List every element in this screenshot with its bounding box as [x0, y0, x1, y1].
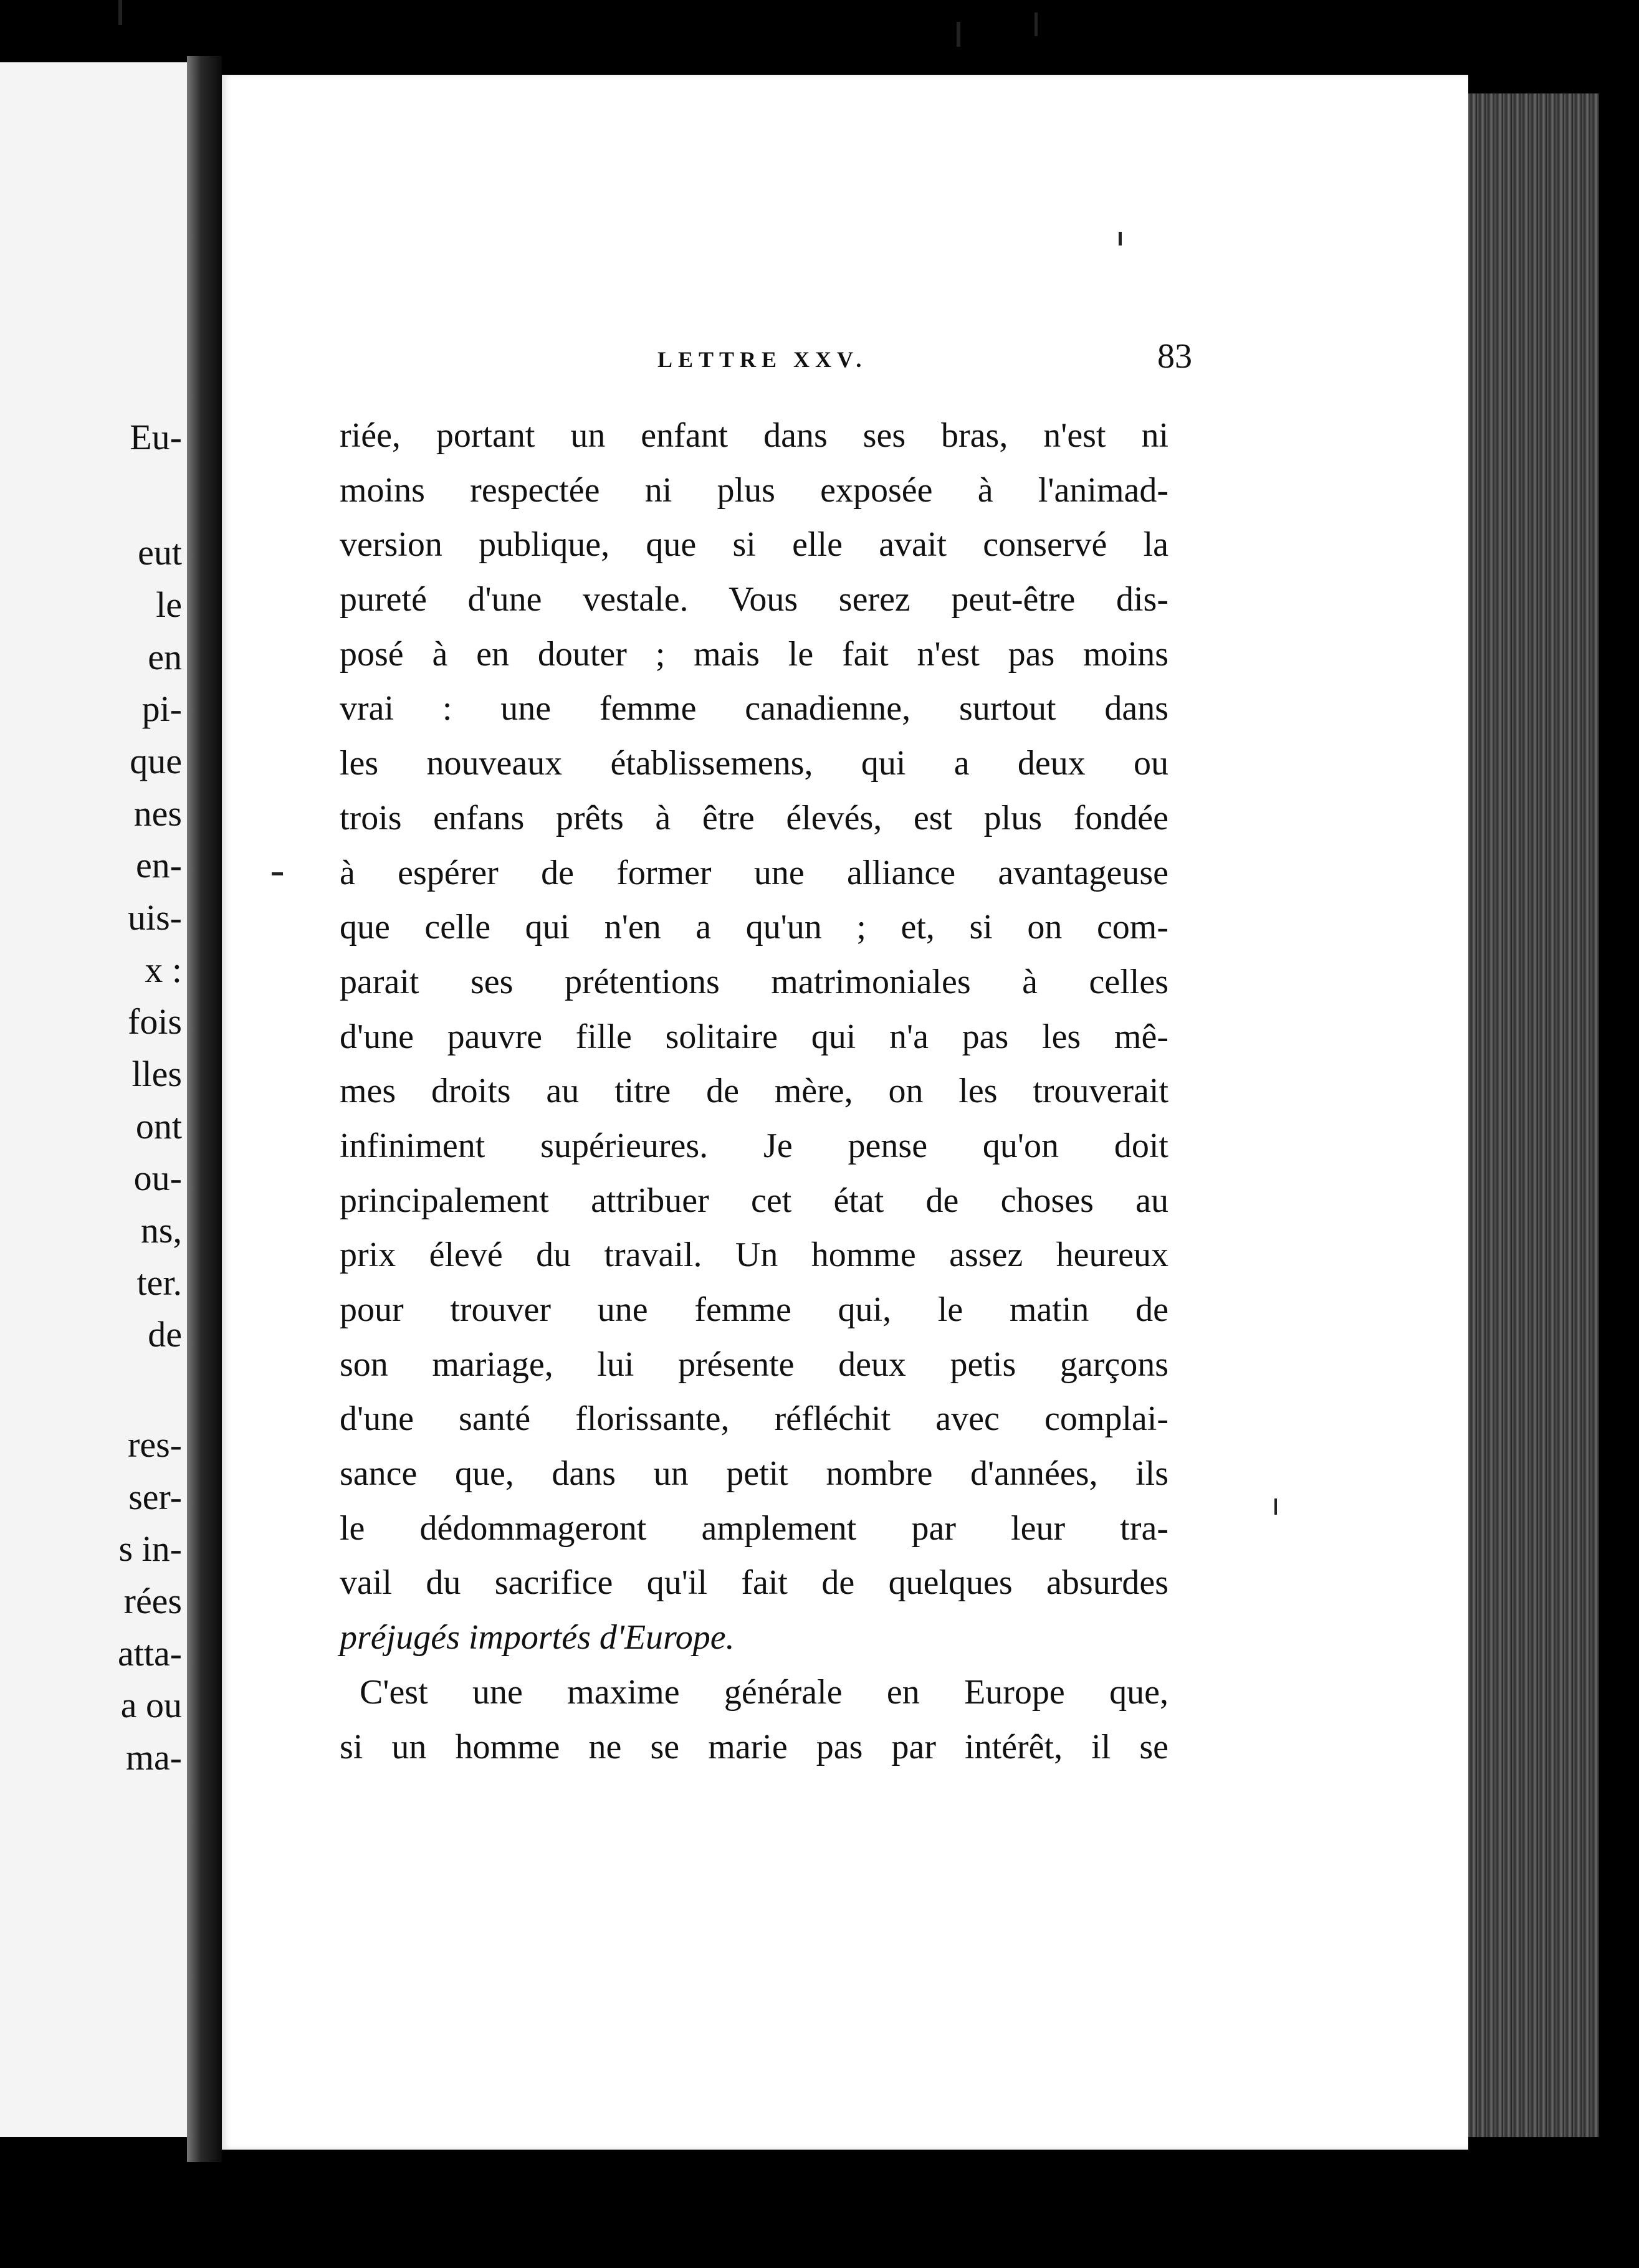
left-page-fragment: ser- [128, 1477, 182, 1517]
text-line: C'est une maxime générale en Europe que, [360, 1672, 1168, 1712]
left-page-fragment: pi- [141, 688, 182, 729]
left-page-fragment: ont [135, 1106, 182, 1146]
left-page-fragment: ma- [125, 1737, 182, 1778]
text-line: mes droits au titre de mère, on les trouverait [340, 1072, 1168, 1111]
left-page-fragment: uis- [128, 897, 182, 938]
text-line: que celle qui n'en a qu'un ; et, si on com- [340, 908, 1168, 947]
text-line: trois enfans prêts à être élevés, est plus fondée [340, 798, 1168, 837]
text-line: vrai : une femme canadienne, surtout dans [340, 689, 1168, 728]
left-page-fragment: s in- [118, 1528, 182, 1569]
book-gutter-shadow [187, 56, 222, 2162]
text-line: si un homme ne se marie pas par intérêt, il se [340, 1727, 1168, 1766]
left-page-fragment: Eu- [130, 417, 182, 457]
left-page-fragment: atta- [117, 1633, 182, 1674]
text-line: d'une pauvre fille solitaire qui n'a pas les mê- [340, 1017, 1168, 1056]
scan-speck [1119, 232, 1122, 245]
text-line: les nouveaux établissemens, qui a deux ou [340, 744, 1168, 783]
text-line: vail du sacrifice qu'il fait de quelques absurdes [340, 1563, 1168, 1603]
left-page-fragment: rées [123, 1581, 182, 1621]
text-line: d'une santé florissante, réfléchit avec complai- [340, 1399, 1168, 1439]
text-line: posé à en douter ; mais le fait n'est pas moins [340, 634, 1168, 674]
scan-speck [1274, 1498, 1277, 1515]
scan-speck [957, 22, 960, 47]
left-page-fragment: en- [135, 845, 182, 885]
text-line: son mariage, lui présente deux petis garçons [340, 1345, 1168, 1384]
left-page-fragment: nes [133, 793, 182, 834]
text-line: le dédommageront amplement par leur tra- [340, 1508, 1168, 1548]
running-head: LETTRE XXV. [657, 347, 867, 372]
scan-speck [272, 872, 283, 875]
scan-speck [118, 0, 122, 25]
left-page-fragment: eut [138, 532, 182, 573]
page-fore-edge [1468, 93, 1599, 2137]
left-page-fragment: x : [145, 950, 182, 990]
text-line: sance que, dans un petit nombre d'années, ils [340, 1454, 1168, 1494]
text-line: pureté d'une vestale. Vous serez peut-être dis- [340, 580, 1168, 619]
left-page-fragment: le [156, 584, 182, 625]
text-line: principalement attribuer cet état de choses au [340, 1181, 1168, 1220]
left-page-fragment: lles [131, 1054, 182, 1094]
left-page-fragment: en [148, 637, 182, 677]
scan-speck [1035, 12, 1038, 36]
left-page-fragment: res- [128, 1424, 182, 1465]
left-page-fragment: de [148, 1314, 182, 1355]
left-page-fragment: fois [128, 1001, 182, 1042]
text-line: pour trouver une femme qui, le matin de [340, 1290, 1168, 1329]
text-line: version publique, que si elle avait conservé la [340, 525, 1168, 565]
text-line: parait ses prétentions matrimoniales à celles [340, 962, 1168, 1001]
left-page-fragment: ou- [133, 1158, 182, 1198]
text-line: infiniment supérieures. Je pense qu'on doit [340, 1126, 1168, 1165]
body-text [340, 409, 1168, 1775]
text-line: moins respectée ni plus exposée à l'animad- [340, 470, 1168, 510]
left-page-fragment: que [130, 741, 182, 781]
text-line: à espérer de former une alliance avantageuse [340, 853, 1168, 892]
left-page-fragment: ter. [136, 1262, 182, 1303]
left-facing-page [0, 62, 187, 2137]
text-line: préjugés importés d'Europe. [340, 1618, 735, 1657]
text-line: riée, portant un enfant dans ses bras, n'est ni [340, 416, 1168, 455]
page-number: 83 [1157, 337, 1192, 376]
text-line: prix élevé du travail. Un homme assez heureux [340, 1236, 1168, 1275]
left-page-fragment: ns, [140, 1210, 182, 1251]
left-page-fragment: a ou [120, 1685, 182, 1725]
